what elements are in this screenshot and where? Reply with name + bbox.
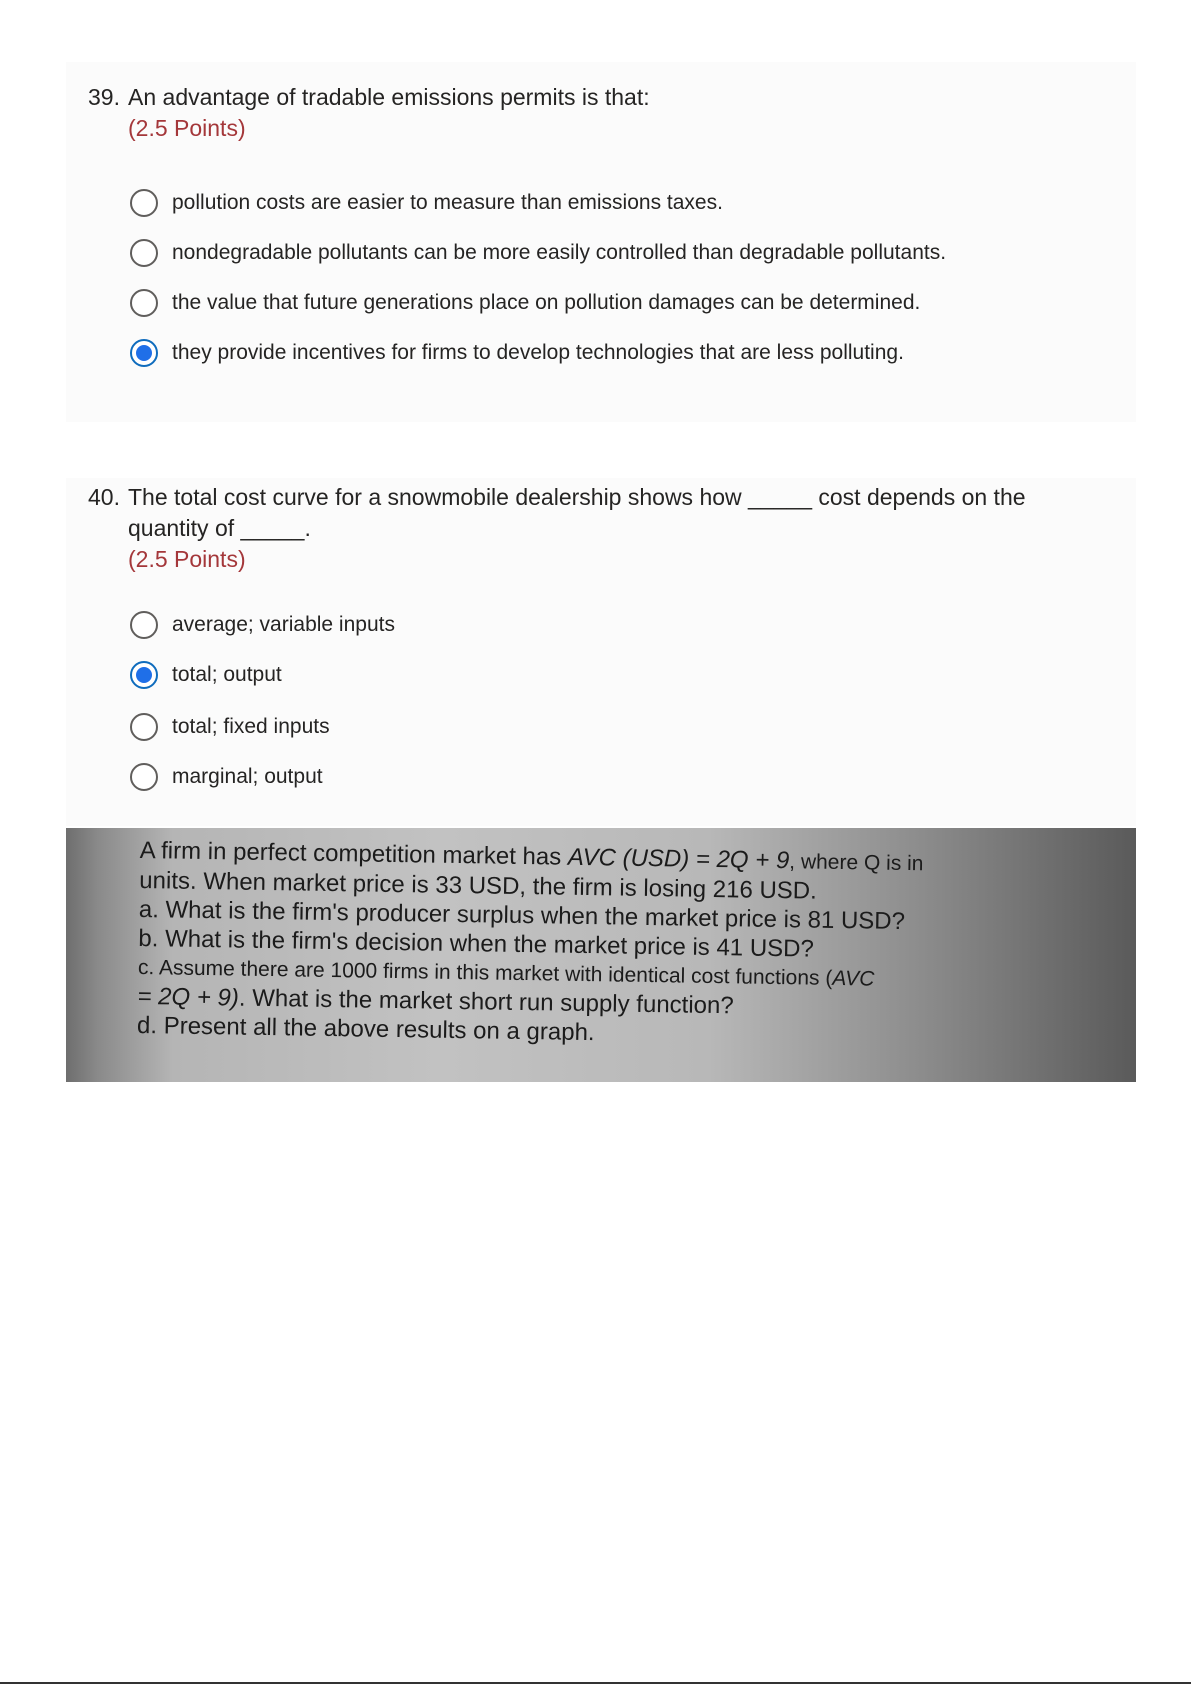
option-q39-d[interactable] [130,336,904,370]
option-label: they provide incentives for firms to develop technologies that are less polluting. [172,341,904,364]
option-q40-c[interactable] [130,710,330,744]
problem-line-1: A firm in perfect competition market has AVC (USD) = 2Q + 9, where Q is in [139,836,924,876]
option-q40-a[interactable] [130,608,395,642]
radio-unchecked-icon[interactable] [130,713,158,741]
option-label: marginal; output [172,765,323,788]
option-label: total; output [172,663,282,686]
radio-unchecked-icon[interactable] [130,189,158,217]
radio-unchecked-icon[interactable] [130,763,158,791]
question-header [88,482,1088,575]
problem-line-2: units. When market price is 33 USD, the firm is losing 216 USD. [139,866,818,905]
page-bottom-rule [0,1682,1191,1684]
problem-photo [66,828,1136,1082]
option-label: nondegradable pollutants can be more easily controlled than degradable pollutants. [172,241,947,264]
problem-line-7: d. Present all the above results on a graph. [136,1011,595,1047]
question-points: (2.5 Points) [128,546,246,572]
option-q39-c[interactable] [130,286,920,320]
problem-line-6: = 2Q + 9). What is the market short run supply function? [137,982,734,1020]
option-label: total; fixed inputs [172,715,330,738]
problem-text [137,836,1060,1054]
radio-checked-icon[interactable] [130,661,158,689]
question-text: The total cost curve for a snowmobile dealership shows how _____ cost depends on the quantity of _____. [128,484,1026,541]
option-label: average; variable inputs [172,613,395,636]
radio-unchecked-icon[interactable] [130,289,158,317]
option-q39-a[interactable] [130,186,723,220]
radio-unchecked-icon[interactable] [130,611,158,639]
radio-checked-icon[interactable] [130,339,158,367]
radio-unchecked-icon[interactable] [130,239,158,267]
problem-line-5: c. Assume there are 1000 firms in this market with identical cost functions (AVC [137,955,875,991]
problem-line-3: a. What is the firm's producer surplus when the market price is 81 USD? [138,895,906,936]
question-text: An advantage of tradable emissions permits is that: [128,84,650,110]
question-number: 40. [88,484,120,510]
question-card-40 [66,478,1136,826]
option-label: the value that future generations place on pollution damages can be determined. [172,291,921,314]
question-header [88,82,1128,144]
problem-line-4: b. What is the firm's decision when the market price is 41 USD? [138,924,815,963]
option-q40-b[interactable] [130,658,282,692]
question-points: (2.5 Points) [128,115,246,141]
option-q39-b[interactable] [130,236,946,270]
option-label: pollution costs are easier to measure than emissions taxes. [172,191,723,214]
question-number: 39. [88,84,120,110]
option-q40-d[interactable] [130,760,323,794]
question-card-39 [66,62,1136,422]
